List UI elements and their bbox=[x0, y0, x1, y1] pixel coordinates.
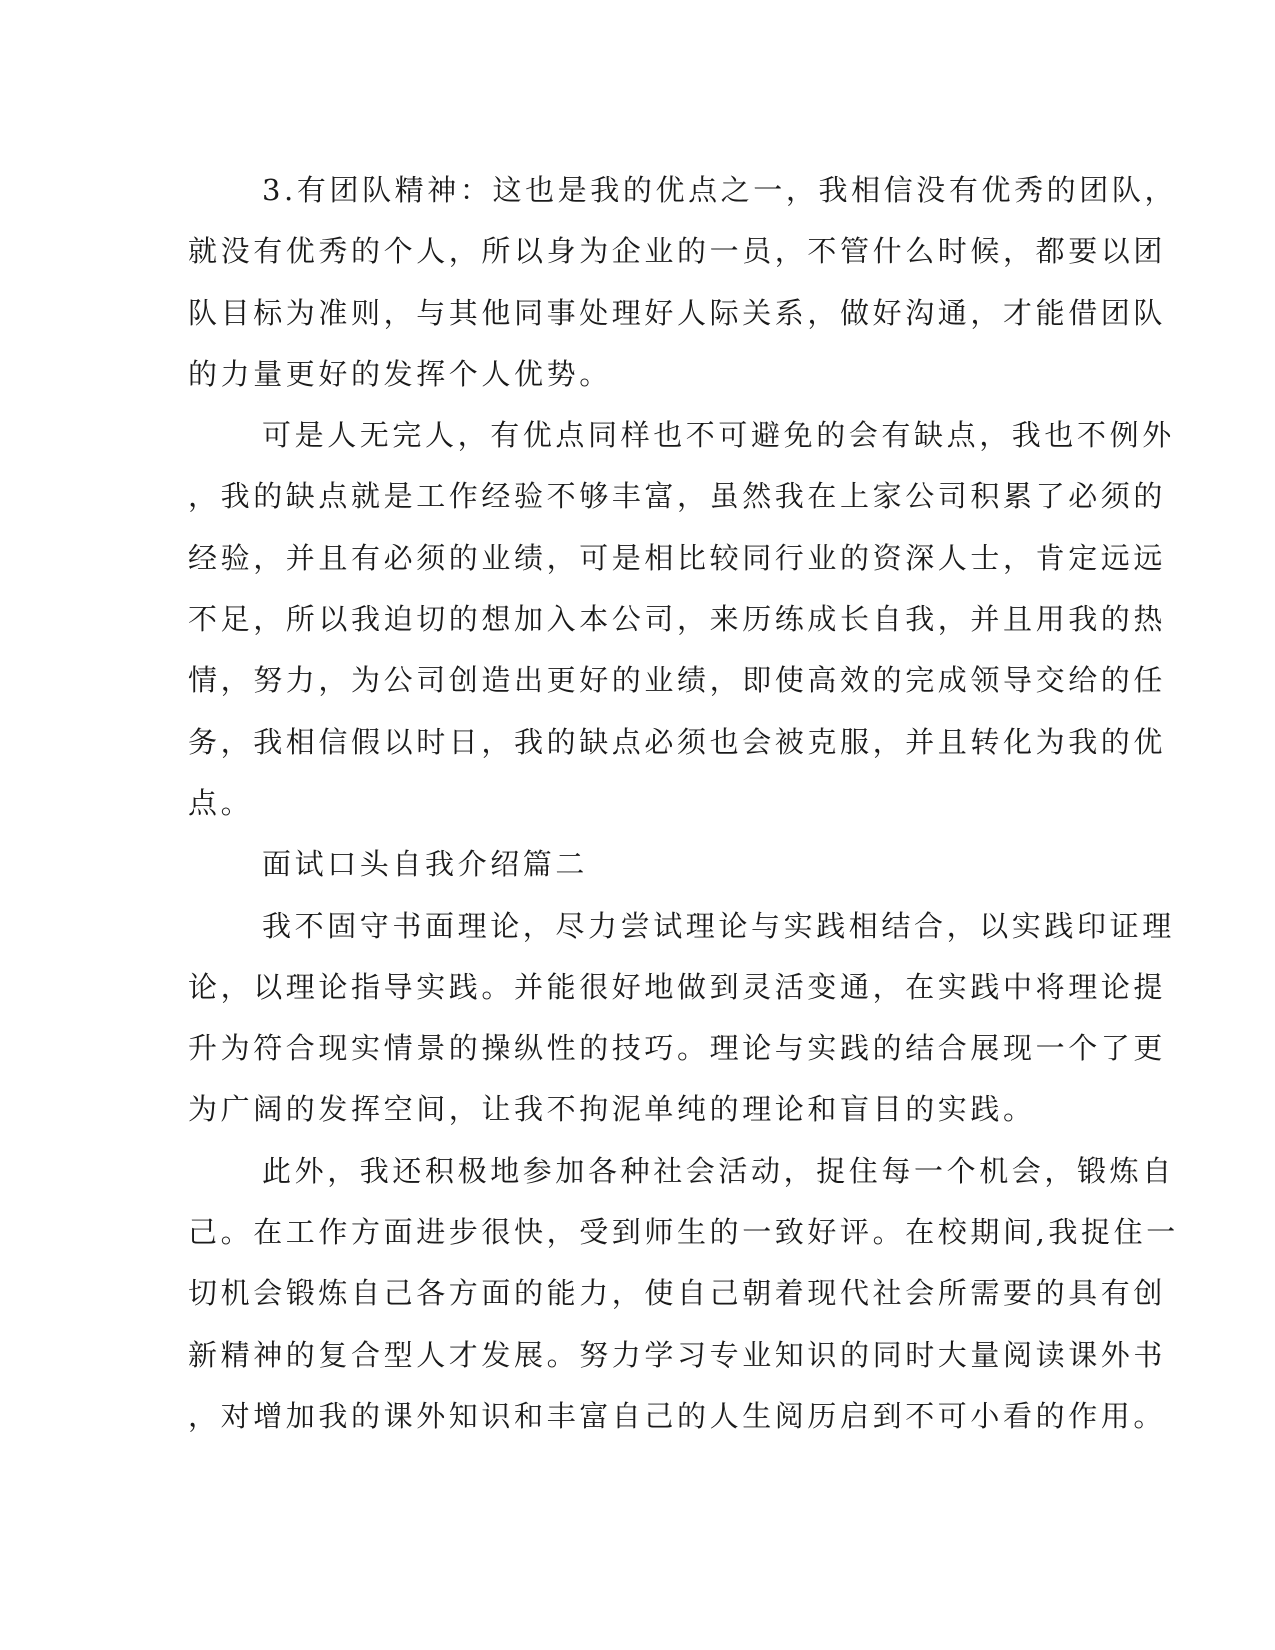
paragraph-team-spirit bbox=[188, 160, 1178, 405]
text-line: 的力量更好的发挥个人优势。 bbox=[188, 356, 612, 391]
text-line: 己。在工作方面进步很快，受到师生的一致好评。在校期间,我捉住一 bbox=[188, 1215, 1179, 1250]
text-line: 情，努力，为公司创造出更好的业绩，即使高效的完成领导交给的任 bbox=[188, 663, 1167, 698]
section-title: 面试口头自我介绍篇二 bbox=[262, 847, 589, 882]
text-line: 队目标为准则，与其他同事处理好人际关系，做好沟通，才能借团队 bbox=[188, 295, 1167, 330]
section-heading bbox=[188, 834, 1068, 895]
paragraph-theory-practice bbox=[188, 896, 1175, 1141]
text-line: 不足，所以我迫切的想加入本公司，来历练成长自我，并且用我的热 bbox=[188, 602, 1167, 637]
paragraph-activities bbox=[188, 1141, 1179, 1447]
document-body bbox=[188, 160, 1179, 1447]
text-line: 为广阔的发挥空间，让我不拘泥单纯的理论和盲目的实践。 bbox=[188, 1092, 1036, 1127]
text-line: 就没有优秀的个人，所以身为企业的一员，不管什么时候，都要以团 bbox=[188, 234, 1167, 269]
text-line: 点。 bbox=[188, 785, 254, 820]
text-line: 3.有团队精神：这也是我的优点之一，我相信没有优秀的团队， bbox=[262, 173, 1178, 207]
text-line: 切机会锻炼自己各方面的能力，使自己朝着现代社会所需要的具有创 bbox=[188, 1276, 1167, 1311]
text-line: 可是人无完人，有优点同样也不可避免的会有缺点，我也不例外 bbox=[262, 418, 1175, 453]
text-line: 升为符合现实情景的操纵性的技巧。理论与实践的结合展现一个了更 bbox=[188, 1031, 1167, 1066]
text-line: 我不固守书面理论，尽力尝试理论与实践相结合，以实践印证理 bbox=[262, 908, 1175, 943]
text-line: 论，以理论指导实践。并能很好地做到灵活变通，在实践中将理论提 bbox=[188, 969, 1167, 1004]
text-line: 务，我相信假以时日，我的缺点必须也会被克服，并且转化为我的优 bbox=[188, 724, 1167, 759]
text-line: ，我的缺点就是工作经验不够丰富，虽然我在上家公司积累了必须的 bbox=[188, 479, 1167, 514]
text-line: ，对增加我的课外知识和丰富自己的人生阅历启到不可小看的作用。 bbox=[188, 1398, 1167, 1433]
paragraph-shortcomings bbox=[188, 405, 1175, 834]
text-line: 新精神的复合型人才发展。努力学习专业知识的同时大量阅读课外书 bbox=[188, 1337, 1167, 1372]
text-line: 经验，并且有必须的业绩，可是相比较同行业的资深人士，肯定远远 bbox=[188, 540, 1167, 575]
text-line: 此外，我还积极地参加各种社会活动，捉住每一个机会，锻炼自 bbox=[262, 1153, 1175, 1188]
